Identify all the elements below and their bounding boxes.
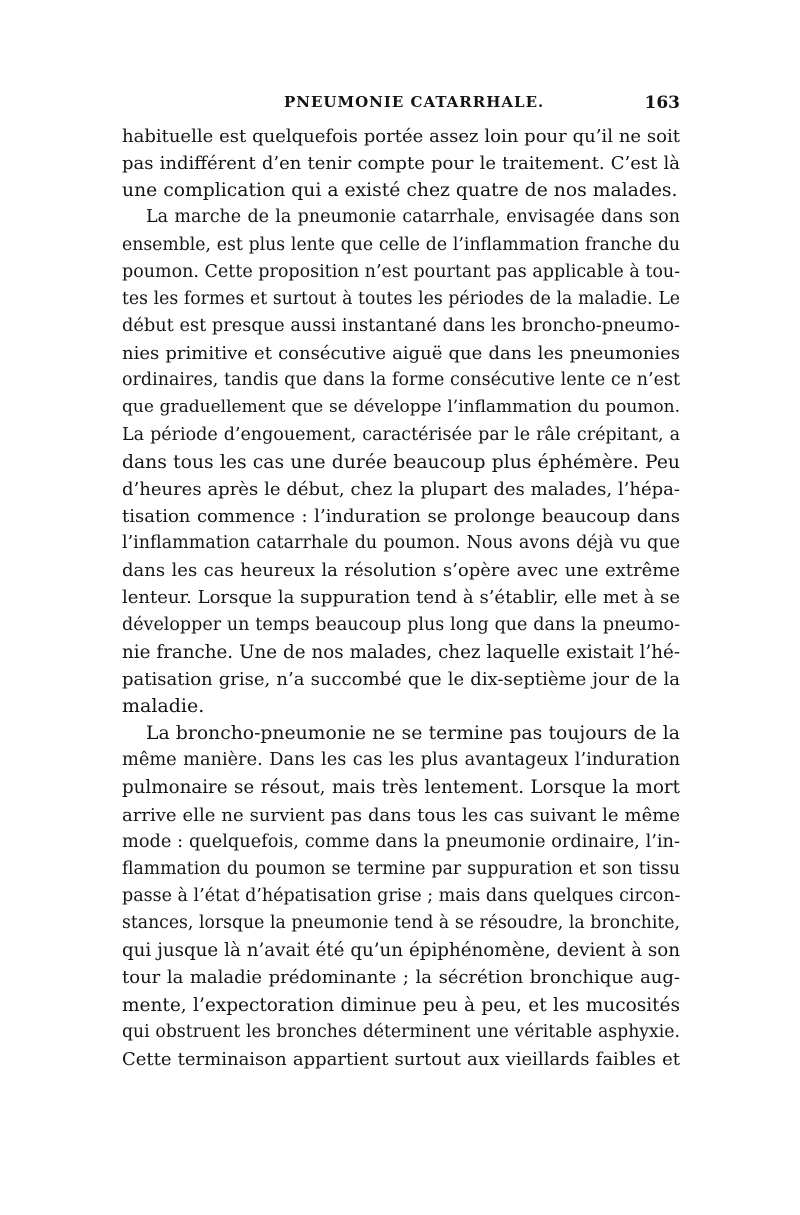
text-line: patisation grise, n’a succombé que le dix-septième jour de la <box>122 668 680 690</box>
text-line: La période d’engouement, caractérisée par le râle crépitant, a <box>122 424 680 445</box>
text-line: pas indifférent d’en tenir compte pour le traitement. C’est là <box>122 153 680 175</box>
text-line: tes les formes et surtout à toutes les périodes de la maladie. Le <box>122 288 680 309</box>
text-line: poumon. Cette proposition n’est pourtant pas applicable à tou- <box>122 261 681 282</box>
text-line: mente, l’expectoration diminue peu à peu, et les mucosités <box>122 994 680 1016</box>
text-line: début est presque aussi instantané dans les broncho-pneumo- <box>122 315 680 336</box>
text-line: Cette terminaison appartient surtout aux vieillards faibles et <box>122 1048 680 1070</box>
text-line: La marche de la pneumonie catarrhale, envisagée dans son <box>146 207 680 228</box>
text-line: tour la maladie prédominante ; la sécrétion bronchique aug- <box>122 967 680 989</box>
page-number: 163 <box>644 93 680 113</box>
text-line: ensemble, est plus lente que celle de l’inflammation franche du <box>122 234 680 255</box>
text-line: passe à l’état d’hépatisation grise ; mais dans quelques circon- <box>122 885 681 906</box>
text-line: développer un temps beaucoup plus long que dans la pneumo- <box>122 614 680 635</box>
text-line: qui jusque là n’avait été qu’un épiphénomène, devient à son <box>122 940 680 962</box>
text-line: La broncho-pneumonie ne se termine pas toujours de la <box>146 723 680 745</box>
text-line: mode : quelquefois, comme dans la pneumonie ordinaire, l’in- <box>122 831 680 852</box>
text-line: habituelle est quelquefois portée assez loin pour qu’il ne soit <box>122 126 680 147</box>
text-line: ordinaires, tandis que dans la forme consécutive lente ce n’est <box>122 370 680 391</box>
text-line: d’heures après le début, chez la plupart des malades, l’hépa- <box>122 478 680 500</box>
text-line: tisation commence : l’induration se prolonge beaucoup dans <box>122 505 680 527</box>
text-line: nies primitive et consécutive aiguë que dans les pneumonies <box>122 343 680 365</box>
text-line: nie franche. Une de nos malades, chez laquelle existait l’hé- <box>122 641 680 663</box>
text-line: qui obstruent les bronches déterminent une véritable asphyxie. <box>122 1021 680 1042</box>
text-line: flammation du poumon se termine par suppuration et son tissu <box>122 858 680 879</box>
text-line: maladie. <box>122 694 205 717</box>
text-line: une complication qui a existé chez quatre de nos malades. <box>122 180 678 202</box>
text-line: pulmonaire se résout, mais très lentement. Lorsque la mort <box>122 777 680 799</box>
text-line: dans les cas heureux la résolution s’opère avec une extrême <box>122 560 680 582</box>
text-line: l’inflammation catarrhale du poumon. Nous avons déjà vu que <box>122 533 680 554</box>
text-line: dans tous les cas une durée beaucoup plus éphémère. Peu <box>122 451 680 473</box>
text-line: arrive elle ne survient pas dans tous les cas suivant le même <box>122 804 680 826</box>
running-head <box>122 93 680 117</box>
text-line: stances, lorsque la pneumonie tend à se résoudre, la bronchite, <box>122 913 680 934</box>
body-text <box>122 123 680 1073</box>
text-line: que graduellement que se développe l’inflammation du poumon. <box>122 397 680 418</box>
text-line: lenteur. Lorsque la suppuration tend à s’établir, elle met à se <box>122 587 680 609</box>
text-line: même manière. Dans les cas les plus avantageux l’induration <box>122 750 680 771</box>
running-title: PNEUMONIE CATARRHALE. <box>284 93 545 111</box>
